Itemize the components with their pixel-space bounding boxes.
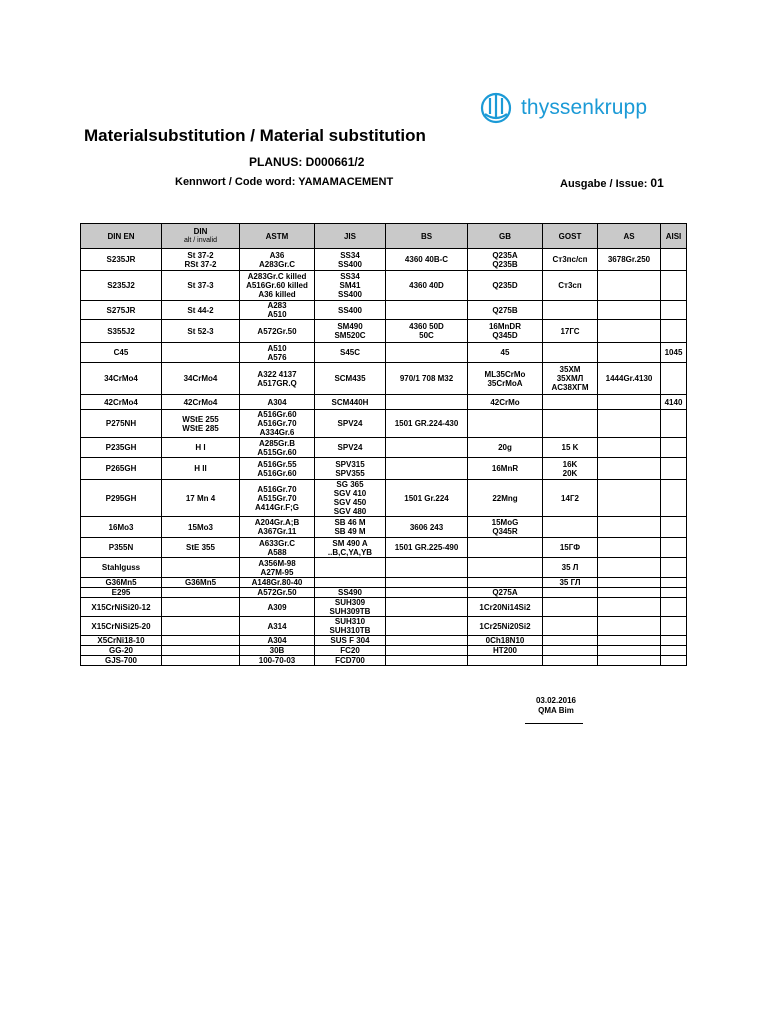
table-row bbox=[81, 458, 687, 480]
table-cell: A148Gr.80-40 bbox=[240, 578, 315, 588]
table-cell bbox=[661, 538, 687, 558]
table-cell bbox=[468, 538, 543, 558]
table-cell bbox=[386, 598, 468, 617]
table-cell: 20g bbox=[468, 438, 543, 458]
table-row bbox=[81, 249, 687, 271]
table-cell: X15CrNiSi25-20 bbox=[81, 617, 162, 636]
table-cell: StE 355 bbox=[162, 538, 240, 558]
column-header-label: GB bbox=[499, 231, 511, 241]
thyssenkrupp-logo bbox=[477, 92, 647, 124]
table-cell bbox=[162, 636, 240, 646]
column-header bbox=[543, 224, 598, 249]
table-cell: 35 ГЛ bbox=[543, 578, 598, 588]
table-cell: 16Mo3 bbox=[81, 517, 162, 538]
table-cell: GG-20 bbox=[81, 646, 162, 656]
table-cell bbox=[661, 301, 687, 320]
table-cell bbox=[543, 617, 598, 636]
table-cell: P265GH bbox=[81, 458, 162, 480]
table-cell: SM 490 A ..B,C,YA,YB bbox=[315, 538, 386, 558]
table-cell: 17 Mn 4 bbox=[162, 480, 240, 517]
table-cell: St 37-2 RSt 37-2 bbox=[162, 249, 240, 271]
table-cell bbox=[598, 646, 661, 656]
table-row bbox=[81, 517, 687, 538]
table-cell: X15CrNiSi20-12 bbox=[81, 598, 162, 617]
table-cell: 34CrMo4 bbox=[162, 363, 240, 395]
table-cell: 35XM 35XМЛ AC38XГM bbox=[543, 363, 598, 395]
issue-info bbox=[560, 176, 664, 190]
table-cell: St 37-3 bbox=[162, 271, 240, 301]
table-cell: 1Cr20Ni14Si2 bbox=[468, 598, 543, 617]
table-row bbox=[81, 578, 687, 588]
column-header bbox=[661, 224, 687, 249]
table-row bbox=[81, 617, 687, 636]
table-cell: A304 bbox=[240, 636, 315, 646]
column-header bbox=[386, 224, 468, 249]
table-cell: A356M-98 A27M-95 bbox=[240, 558, 315, 578]
table-cell bbox=[661, 438, 687, 458]
table-cell bbox=[598, 636, 661, 646]
column-header-label: DIN bbox=[193, 227, 208, 236]
table-cell bbox=[162, 617, 240, 636]
column-header bbox=[81, 224, 162, 249]
table-row bbox=[81, 301, 687, 320]
table-cell bbox=[661, 598, 687, 617]
column-header-label: ASTM bbox=[265, 231, 289, 241]
table-cell bbox=[386, 646, 468, 656]
table-cell: E295 bbox=[81, 588, 162, 598]
table-cell: A516Gr.55 A516Gr.60 bbox=[240, 458, 315, 480]
table-row bbox=[81, 588, 687, 598]
table-cell: WStE 255 WStE 285 bbox=[162, 410, 240, 438]
column-header bbox=[468, 224, 543, 249]
table-cell: 42CrMo4 bbox=[162, 395, 240, 410]
table-cell: 4360 40B-C bbox=[386, 249, 468, 271]
table-cell: 30B bbox=[240, 646, 315, 656]
table-cell bbox=[162, 598, 240, 617]
table-cell: 35 Л bbox=[543, 558, 598, 578]
table-cell: P355N bbox=[81, 538, 162, 558]
table-cell: A204Gr.A;B A367Gr.11 bbox=[240, 517, 315, 538]
table-row bbox=[81, 271, 687, 301]
table-cell bbox=[543, 656, 598, 666]
table-cell bbox=[386, 588, 468, 598]
table-cell: P275NH bbox=[81, 410, 162, 438]
table-cell: 45 bbox=[468, 343, 543, 363]
table-row bbox=[81, 410, 687, 438]
table-cell: 1501 Gr.224 bbox=[386, 480, 468, 517]
footer-date: 03.02.2016 bbox=[535, 696, 577, 705]
table-cell: 1045 bbox=[661, 343, 687, 363]
table-cell: A516Gr.70 A515Gr.70 A414Gr.F;G bbox=[240, 480, 315, 517]
table-cell: FC20 bbox=[315, 646, 386, 656]
table-cell bbox=[543, 646, 598, 656]
table-cell: SB 46 M SB 49 M bbox=[315, 517, 386, 538]
table-cell bbox=[661, 458, 687, 480]
table-row bbox=[81, 480, 687, 517]
table-cell bbox=[543, 636, 598, 646]
table-cell: A516Gr.60 A516Gr.70 A334Gr.6 bbox=[240, 410, 315, 438]
table-cell: 1501 GR.224-430 bbox=[386, 410, 468, 438]
table-header-row bbox=[81, 224, 687, 249]
table-cell: SM490 SM520C bbox=[315, 320, 386, 343]
table-cell: G36Mn5 bbox=[81, 578, 162, 588]
table-row bbox=[81, 558, 687, 578]
table-cell: GJS-700 bbox=[81, 656, 162, 666]
table-cell bbox=[162, 558, 240, 578]
table-cell bbox=[661, 656, 687, 666]
table-cell bbox=[661, 558, 687, 578]
table-cell bbox=[543, 410, 598, 438]
table-cell: 4360 40D bbox=[386, 271, 468, 301]
table-cell: 15 K bbox=[543, 438, 598, 458]
table-cell bbox=[661, 271, 687, 301]
table-cell: A283 A510 bbox=[240, 301, 315, 320]
thyssenkrupp-emblem-icon bbox=[477, 92, 515, 124]
column-header-sublabel: alt / invalid bbox=[183, 237, 218, 244]
table-cell: 4140 bbox=[661, 395, 687, 410]
table-cell: 15MoG Q345R bbox=[468, 517, 543, 538]
table-cell: SUH309 SUH309TB bbox=[315, 598, 386, 617]
table-cell bbox=[543, 598, 598, 617]
table-cell: A285Gr.B A515Gr.60 bbox=[240, 438, 315, 458]
table-row bbox=[81, 320, 687, 343]
table-cell: St 44-2 bbox=[162, 301, 240, 320]
table-cell bbox=[162, 656, 240, 666]
table-row bbox=[81, 438, 687, 458]
table-cell bbox=[598, 558, 661, 578]
table-cell bbox=[386, 301, 468, 320]
table-cell bbox=[598, 617, 661, 636]
table-cell bbox=[468, 410, 543, 438]
table-row bbox=[81, 363, 687, 395]
table-cell: HT200 bbox=[468, 646, 543, 656]
table-cell: SS490 bbox=[315, 588, 386, 598]
table-cell: 3678Gr.250 bbox=[598, 249, 661, 271]
column-header bbox=[162, 224, 240, 249]
table-cell bbox=[386, 438, 468, 458]
issue-label: Ausgabe / Issue: bbox=[560, 178, 648, 190]
table-cell: 1Cr25Ni20Si2 bbox=[468, 617, 543, 636]
table-cell bbox=[468, 578, 543, 588]
table-cell: 16K 20K bbox=[543, 458, 598, 480]
table-cell: 14Г2 bbox=[543, 480, 598, 517]
table-cell bbox=[386, 636, 468, 646]
table-cell bbox=[661, 249, 687, 271]
issue-number: 01 bbox=[650, 176, 664, 190]
table-cell: C45 bbox=[81, 343, 162, 363]
table-cell: A322 4137 A517GR.Q bbox=[240, 363, 315, 395]
table-cell: 17ГС bbox=[543, 320, 598, 343]
table-cell: A36 A283Gr.C bbox=[240, 249, 315, 271]
table-cell bbox=[598, 480, 661, 517]
table-cell: 42CrMo bbox=[468, 395, 543, 410]
signature-block bbox=[531, 696, 581, 716]
table-cell: Q235D bbox=[468, 271, 543, 301]
table-cell bbox=[661, 410, 687, 438]
table-cell: S45C bbox=[315, 343, 386, 363]
column-header bbox=[315, 224, 386, 249]
table-cell: A633Gr.C A588 bbox=[240, 538, 315, 558]
table-cell: 0Ch18N10 bbox=[468, 636, 543, 646]
logo-text: thyssenkrupp bbox=[521, 96, 648, 119]
table-cell: SCM440H bbox=[315, 395, 386, 410]
table-cell: A572Gr.50 bbox=[240, 320, 315, 343]
table-cell bbox=[162, 646, 240, 656]
table-cell bbox=[661, 588, 687, 598]
table-cell bbox=[598, 458, 661, 480]
table-cell bbox=[598, 301, 661, 320]
table-cell: G36Mn5 bbox=[162, 578, 240, 588]
table-cell bbox=[598, 517, 661, 538]
table-cell bbox=[598, 578, 661, 588]
table-cell: SS34 SS400 bbox=[315, 249, 386, 271]
table-cell: FCD700 bbox=[315, 656, 386, 666]
table-cell bbox=[543, 517, 598, 538]
table-cell: 42CrMo4 bbox=[81, 395, 162, 410]
table-cell: SPV24 bbox=[315, 410, 386, 438]
table-cell: ML35CrMo 35CrMoA bbox=[468, 363, 543, 395]
table-cell bbox=[162, 588, 240, 598]
table-row bbox=[81, 656, 687, 666]
table-cell bbox=[543, 301, 598, 320]
table-cell bbox=[598, 438, 661, 458]
table-cell: X5CrNi18-10 bbox=[81, 636, 162, 646]
table-cell: P295GH bbox=[81, 480, 162, 517]
column-header-label: AISI bbox=[665, 231, 682, 241]
table-cell bbox=[543, 588, 598, 598]
table-cell: Ст3сп bbox=[543, 271, 598, 301]
table-cell: SUS F 304 bbox=[315, 636, 386, 646]
table-cell bbox=[598, 656, 661, 666]
table-cell: Ст3пс/сп bbox=[543, 249, 598, 271]
table-cell: SS34 SM41 SS400 bbox=[315, 271, 386, 301]
column-header-label: AS bbox=[623, 231, 635, 241]
table-cell: 1444Gr.4130 bbox=[598, 363, 661, 395]
table-cell bbox=[386, 578, 468, 588]
table-cell: H I bbox=[162, 438, 240, 458]
table-cell: A572Gr.50 bbox=[240, 588, 315, 598]
table-cell: 3606 243 bbox=[386, 517, 468, 538]
table-cell: Q275A bbox=[468, 588, 543, 598]
table-cell bbox=[386, 656, 468, 666]
table-cell bbox=[315, 578, 386, 588]
footer-author: QMA Bim bbox=[538, 706, 574, 715]
table-cell: A510 A576 bbox=[240, 343, 315, 363]
table-cell: SPV24 bbox=[315, 438, 386, 458]
table-cell: 22Mng bbox=[468, 480, 543, 517]
table-cell bbox=[661, 636, 687, 646]
table-cell: SS400 bbox=[315, 301, 386, 320]
table-cell: 34CrMo4 bbox=[81, 363, 162, 395]
table-cell: S355J2 bbox=[81, 320, 162, 343]
table-cell: A304 bbox=[240, 395, 315, 410]
table-cell bbox=[468, 656, 543, 666]
table-cell bbox=[661, 363, 687, 395]
table-cell: S235JR bbox=[81, 249, 162, 271]
table-body bbox=[81, 249, 687, 666]
table-cell: 100-70-03 bbox=[240, 656, 315, 666]
table-cell bbox=[598, 538, 661, 558]
table-cell: SUH310 SUH310TB bbox=[315, 617, 386, 636]
table-cell: St 52-3 bbox=[162, 320, 240, 343]
table-cell bbox=[598, 395, 661, 410]
table-cell: 1501 GR.225-490 bbox=[386, 538, 468, 558]
table-cell: Q275B bbox=[468, 301, 543, 320]
table-cell bbox=[386, 458, 468, 480]
table-cell: A309 bbox=[240, 598, 315, 617]
table-row bbox=[81, 598, 687, 617]
table-cell: 15ГФ bbox=[543, 538, 598, 558]
table-cell bbox=[543, 395, 598, 410]
table-row bbox=[81, 646, 687, 656]
table-cell bbox=[661, 578, 687, 588]
table-cell bbox=[661, 480, 687, 517]
signature-line bbox=[525, 723, 583, 724]
column-header-label: GOST bbox=[558, 231, 582, 241]
table-cell: 4360 50D 50C bbox=[386, 320, 468, 343]
table-cell: SCM435 bbox=[315, 363, 386, 395]
table-cell: SG 365 SGV 410 SGV 450 SGV 480 bbox=[315, 480, 386, 517]
table-cell bbox=[598, 588, 661, 598]
table-row bbox=[81, 395, 687, 410]
table-cell bbox=[598, 598, 661, 617]
table-cell: S275JR bbox=[81, 301, 162, 320]
table-cell bbox=[598, 410, 661, 438]
table-cell bbox=[661, 617, 687, 636]
table-cell: Q235A Q235B bbox=[468, 249, 543, 271]
table-cell: Stahlguss bbox=[81, 558, 162, 578]
table-cell: 15Mo3 bbox=[162, 517, 240, 538]
table-cell: H II bbox=[162, 458, 240, 480]
table-cell: A283Gr.C killed A516Gr.60 killed A36 killed bbox=[240, 271, 315, 301]
column-header-label: JIS bbox=[343, 231, 356, 241]
code-word: Kennwort / Code word: YAMAMACEMENT bbox=[175, 176, 394, 188]
table-row bbox=[81, 636, 687, 646]
column-header-label: DIN EN bbox=[107, 231, 135, 241]
table-cell bbox=[661, 320, 687, 343]
table-cell: P235GH bbox=[81, 438, 162, 458]
table-cell: SPV315 SPV355 bbox=[315, 458, 386, 480]
material-substitution-table bbox=[80, 223, 687, 666]
page-title: Materialsubstitution / Material substitution bbox=[84, 126, 426, 145]
table-cell: A314 bbox=[240, 617, 315, 636]
table-row bbox=[81, 538, 687, 558]
table-cell: S235J2 bbox=[81, 271, 162, 301]
table-cell bbox=[598, 343, 661, 363]
table-cell bbox=[315, 558, 386, 578]
table-cell bbox=[661, 517, 687, 538]
table-cell: 16MnDR Q345D bbox=[468, 320, 543, 343]
table-cell bbox=[162, 343, 240, 363]
table-cell bbox=[386, 395, 468, 410]
table-cell bbox=[386, 617, 468, 636]
table-cell bbox=[598, 271, 661, 301]
table-cell: 970/1 708 M32 bbox=[386, 363, 468, 395]
table-cell: 16MnR bbox=[468, 458, 543, 480]
table-cell bbox=[598, 320, 661, 343]
column-header-label: BS bbox=[420, 231, 433, 241]
table-cell bbox=[386, 343, 468, 363]
planus-number: PLANUS: D000661/2 bbox=[249, 155, 365, 169]
table-cell bbox=[468, 558, 543, 578]
table-row bbox=[81, 343, 687, 363]
table-cell bbox=[661, 646, 687, 656]
column-header bbox=[598, 224, 661, 249]
table-cell bbox=[543, 343, 598, 363]
column-header bbox=[240, 224, 315, 249]
table-cell bbox=[386, 558, 468, 578]
